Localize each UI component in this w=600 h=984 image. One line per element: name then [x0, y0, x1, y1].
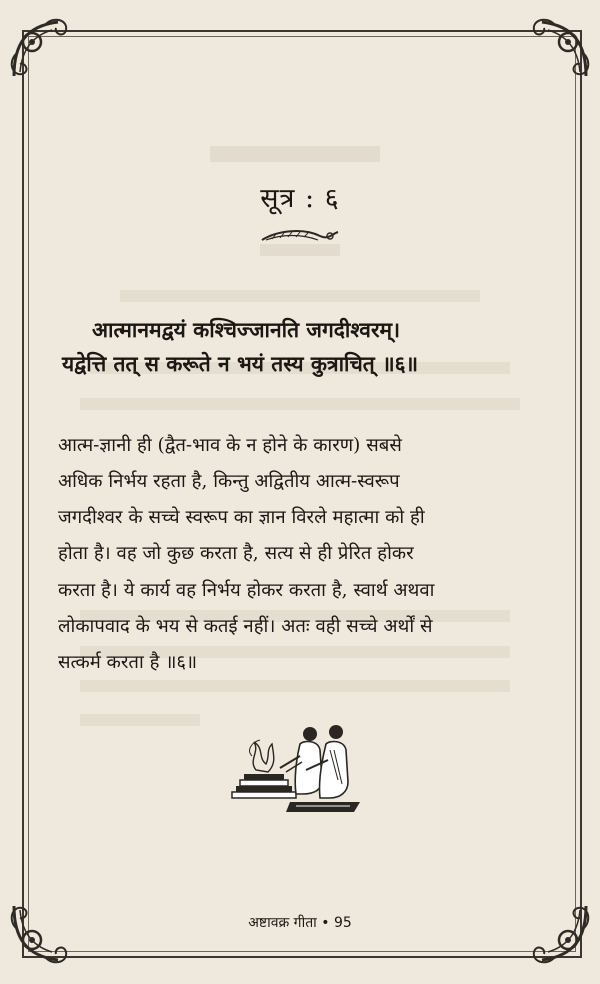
sutra-title: सूत्र : ६	[260, 183, 340, 214]
verse-line: आत्मानमद्वयं कश्चिज्जानति जगदीश्वरम्।	[92, 317, 401, 342]
verse-line: यद्वेत्ति तत् स करूते न भयं तस्य कुत्राचित् ॥६॥	[62, 351, 419, 376]
corner-ornament-icon	[6, 14, 76, 84]
corner-ornament-icon	[524, 14, 594, 84]
feather-divider-icon	[258, 226, 342, 250]
commentary-line: सत्कर्म करता है ॥६॥	[58, 652, 198, 673]
commentary-line: जगदीश्वर के सच्चे स्वरूप का ज्ञान विरले महात्मा को ही	[58, 507, 425, 528]
corner-ornament-icon	[524, 898, 594, 968]
commentary-line: लोकापवाद के भय से कतई नहीं। अतः वही सच्चे अर्थों से	[58, 616, 433, 637]
commentary-line: होता है। वह जो कुछ करता है, सत्य से ही प्रेरित होकर	[58, 543, 414, 564]
commentary-line: करता है। ये कार्य वह निर्भय होकर करता है, स्वार्थ अथवा	[58, 580, 435, 601]
corner-ornament-icon	[6, 898, 76, 968]
havan-illustration-icon	[230, 720, 370, 840]
commentary-line: अधिक निर्भय रहता है, किन्तु अद्वितीय आत्म-स्वरूप	[58, 471, 400, 492]
page-footer: अष्टावक्र गीता • 95	[248, 915, 352, 931]
commentary-line: आत्म-ज्ञानी ही (द्वैत-भाव के न होने के कारण) सबसे	[58, 435, 402, 456]
